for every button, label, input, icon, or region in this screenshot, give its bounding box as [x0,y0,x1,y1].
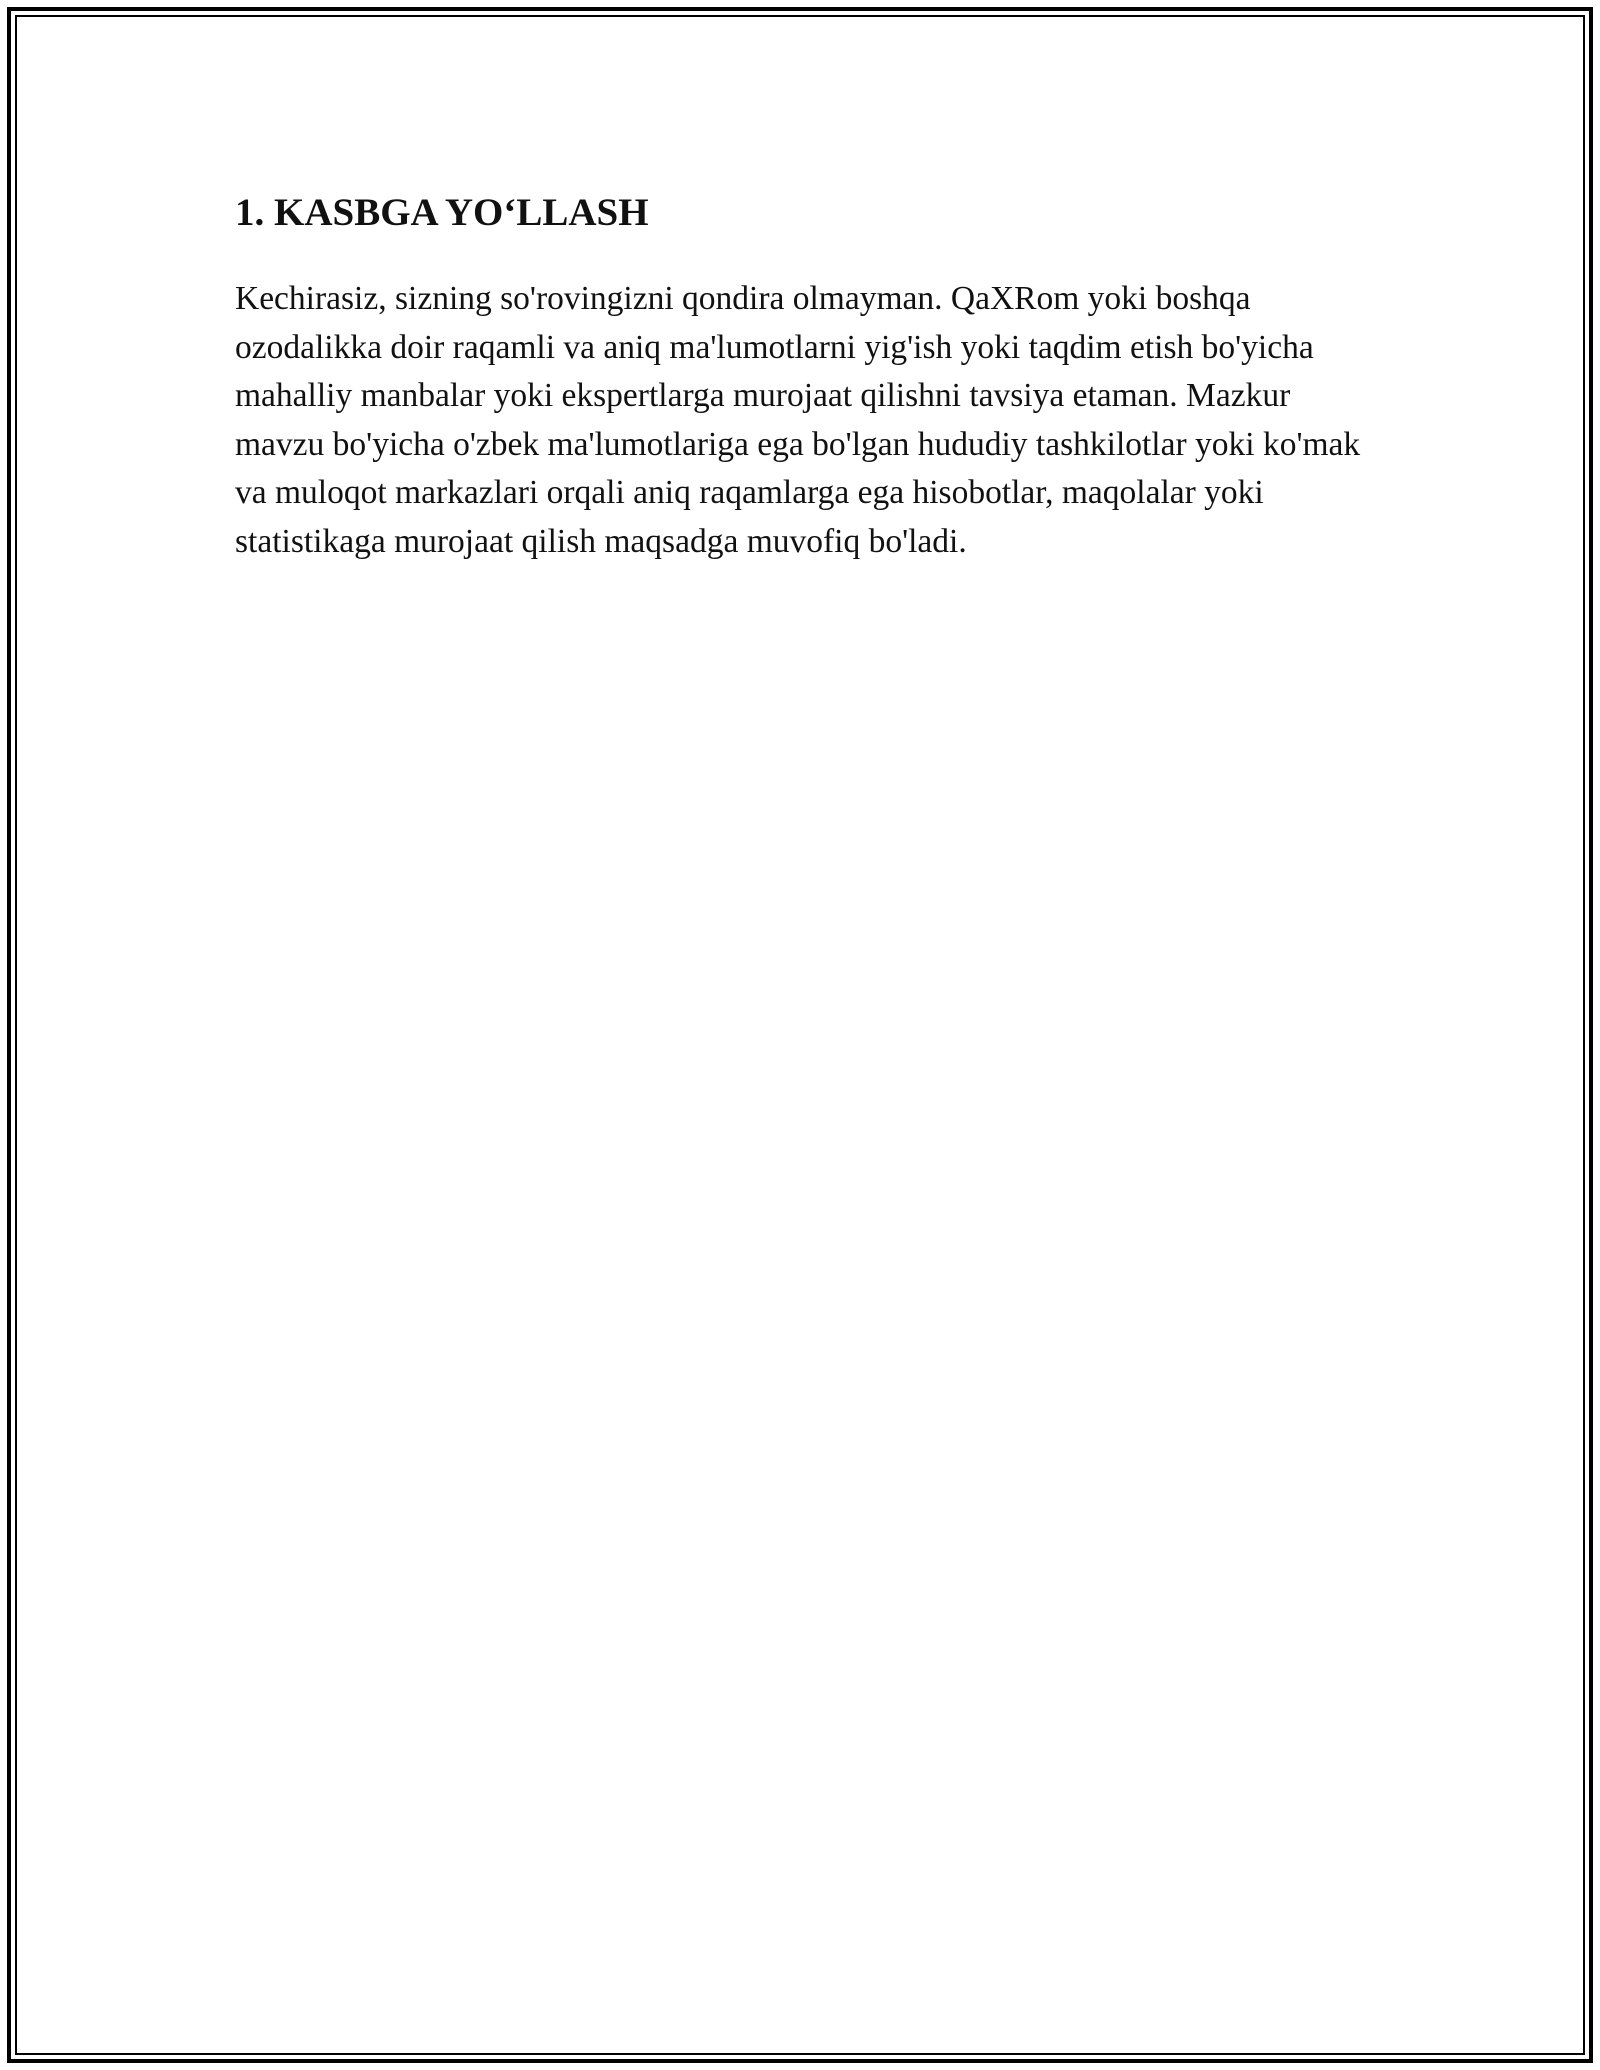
section-paragraph: Kechirasiz, sizning so'rovingizni qondira olmayman. QaXRom yoki boshqa ozodalikka doir raqamli va aniq ma'lumotlarni yig'ish yoki taqdim etish bo'yicha mahalliy manbalar yoki ekspertlarga murojaat qilishni tavsiya etaman. Mazkur mavzu bo'yicha o'zbek ma'lumotlariga ega bo'lgan hududiy tashkilotlar yoki ko'mak va muloqot markazlari orqali aniq raqamlarga ega hisobotlar, maqolalar yoki statistikaga murojaat qilish maqsadga muvofiq bo'ladi. [235,280,1361,560]
section-heading: 1. KASBGA YO‘LLASH [235,191,649,234]
page-content [235,183,1365,566]
